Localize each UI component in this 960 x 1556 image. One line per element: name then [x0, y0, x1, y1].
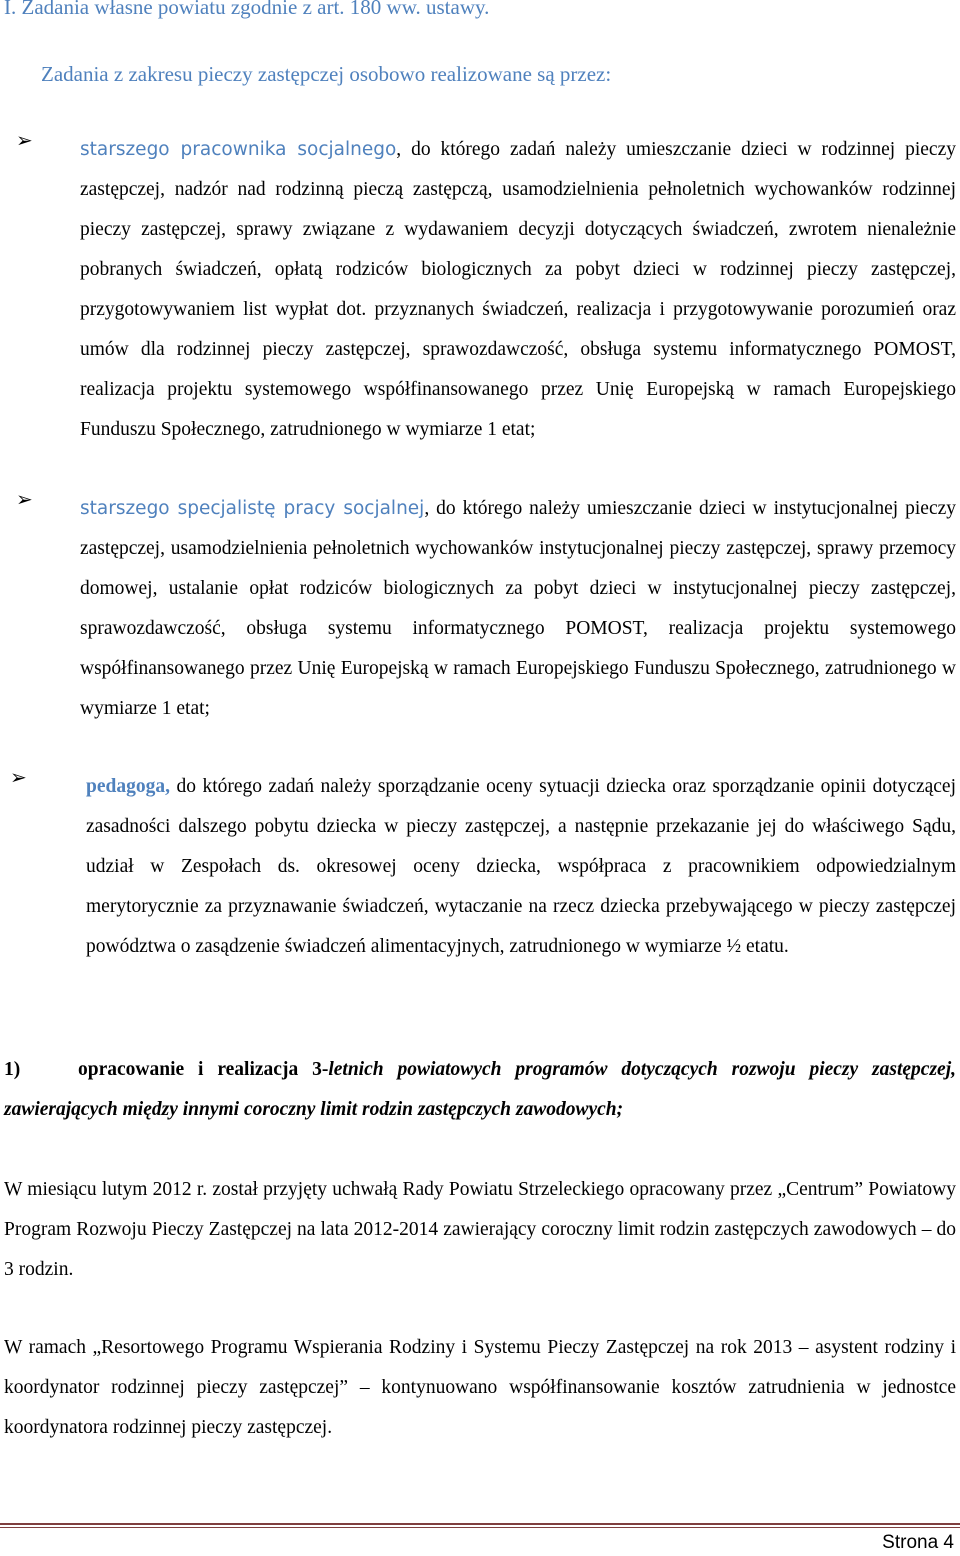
arrow-bullet-icon: ➢ [10, 765, 27, 789]
body-paragraph: W ramach „Resortowego Programu Wspierania Rodziny i Systemu Pieczy Zastępczej na rok 2013 – asystent rodziny i koordynator rodzinnej pieczy zastępczej” – kontynuowano współfinansowanie kosztów zatrudnienia w jednostce koordynatora rodzinnej pieczy zastępczej. [4, 1337, 956, 1438]
body-paragraph: W miesiącu lutym 2012 r. został przyjęty uchwałą Rady Powiatu Strzeleckiego opracowany przez „Centrum” Powiatowy Program Rozwoju Pieczy Zastępczej na lata 2012-2014 zawierający coroczny limit rodzin zastępczych zawodowych – do 3 rodzin. [4, 1179, 956, 1280]
arrow-bullet-icon: ➢ [16, 128, 33, 152]
bullet-body: do którego zadań należy sporządzanie oceny sytuacji dziecka oraz sporządzanie opinii dotyczącej zasadności dalszego pobytu dziecka w pieczy zastępczej, a następnie przekazanie jej do właściwego Sądu, udział w Zespołach ds. okresowej oceny dziecka, współpraca z pracownikiem odpowiedzialnym merytorycznie za przyznawanie świadczeń, wytaczanie na rzecz dziecka przebywającego w pieczy zastępczej powództwa o zasądzenie świadczeń alimentacyjnych, zatrudnionego w wymiarze ½ etatu. [86, 776, 956, 957]
bullet-lead: pedagoga, [86, 776, 170, 797]
section-subtitle: Zadania z zakresu pieczy zastępczej osobowo realizowane są przez: [41, 62, 612, 86]
bullet-text [6, 489, 956, 729]
section-heading: I. Zadania własne powiatu zgodnie z art. 180 ww. ustawy. [4, 0, 490, 19]
footer-rule [0, 1523, 960, 1525]
bullet-lead: starszego specjalistę pracy socjalnej [80, 498, 425, 519]
numbered-item [4, 1050, 956, 1130]
arrow-bullet-icon: ➢ [16, 487, 33, 511]
bullet-lead: starszego pracownika socjalnego [80, 139, 397, 160]
bullet-item [6, 130, 956, 450]
item-italic-text: letnich powiatowych programów dotyczących rozwoju pieczy zastępczej, zawierających między innymi coroczny limit rodzin zastępczych zawodowych; [4, 1059, 956, 1120]
bullet-body: , do którego należy umieszczanie dzieci w instytucjonalnej pieczy zastępczej, usamodzielnienia pełnoletnich wychowanków instytucjonalnej pieczy zastępczej, sprawy przemocy domowej, ustalanie opłat rodziców biologicznych za pobyt dzieci w instytucjonalnej pieczy zastępczej, sprawozdawczość, obsługa systemu informatycznego POMOST, realizacja projektu systemowego współfinansowanego przez Unię Europejską w ramach Europejskiego Funduszu Społecznego, zatrudnionego w wymiarze 1 etat; [80, 498, 956, 719]
bullet-item [6, 489, 956, 729]
bullet-item [6, 767, 956, 967]
bullet-body: , do którego zadań należy umieszczanie dzieci w rodzinnej pieczy zastępczej, nadzór nad rodzinną pieczą zastępczą, usamodzielnienia pełnoletnich wychowanków rodzinnej pieczy zastępczej, sprawy związane z wydawaniem decyzji dotyczących świadczeń, zwrotem nienależnie pobranych świadczeń, opłatą rodziców biologicznych za pobyt dzieci w rodzinnej pieczy zastępczej, przygotowywaniem list wypłat dot. przyznanych świadczeń, realizacja i przygotowywanie porozumień oraz umów dla rodzinnej pieczy zastępczej, sprawozdawczość, obsługa systemu informatycznego POMOST, realizacja projektu systemowego współfinansowanego przez Unię Europejską w ramach Europejskiego Funduszu Społecznego, zatrudnionego w wymiarze 1 etat; [80, 139, 956, 440]
item-bold-text: opracowanie i realizacja 3- [78, 1059, 329, 1080]
footer-rule-thin [0, 1527, 960, 1528]
bullet-text [6, 130, 956, 450]
bullet-text [6, 767, 956, 967]
item-number: 1) [4, 1059, 21, 1080]
page-number: Strona 4 [882, 1532, 954, 1553]
